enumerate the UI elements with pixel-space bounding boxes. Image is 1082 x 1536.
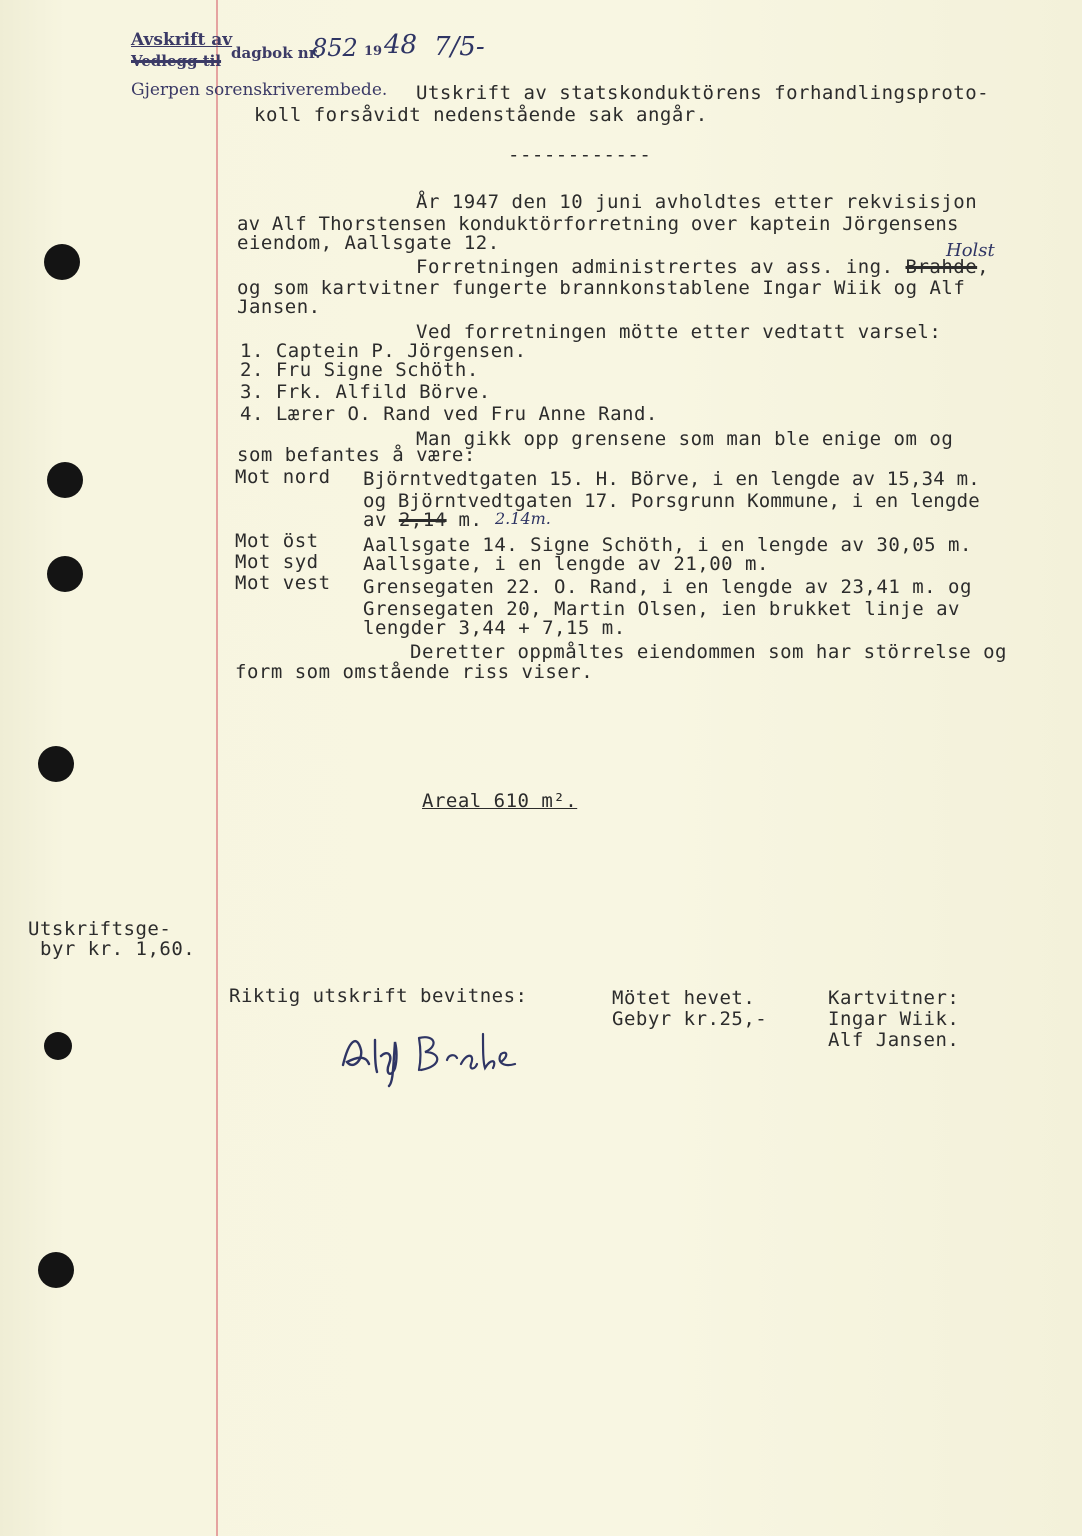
date-note: 7/5-: [434, 32, 485, 62]
bound-vest-label: Mot vest: [235, 572, 331, 594]
para5-line-2: form som omstående riss viser.: [235, 661, 594, 683]
para3: Ved forretningen mötte etter vedtatt varsel:: [416, 321, 942, 343]
binder-hole: [44, 244, 80, 280]
bound-syd-label: Mot syd: [235, 551, 319, 573]
heading-separator: ------------: [508, 144, 652, 166]
heading-line-1: Utskrift av statskonduktörens forhandlingsproto-: [416, 82, 990, 104]
year-prefix: 19: [364, 44, 383, 59]
witness-1: Ingar Wiik.: [828, 1008, 960, 1030]
attendee-3: 3. Frk. Alfild Börve.: [240, 381, 491, 403]
para2-line-1: [416, 256, 989, 278]
struck-name: Brahde: [905, 256, 978, 278]
margin-rule: [216, 0, 218, 1536]
binder-hole: [47, 556, 83, 592]
bound-ost-label: Mot öst: [235, 530, 319, 552]
dagbok-label: dagbok nr.: [231, 44, 321, 62]
bound-vest-2: Grensegaten 20, Martin Olsen, ien brukket linje av: [363, 598, 960, 620]
para2-line-2: og som kartvitner fungerte brannkonstablene Ingar Wiik og Alf: [237, 277, 966, 299]
bound-nord-2: og Björntvedtgaten 17. Porsgrunn Kommune, i en lengde: [363, 490, 980, 512]
meeting-fee: Gebyr kr.25,-: [612, 1008, 768, 1030]
bound-nord-3-a: av: [363, 509, 399, 531]
bound-nord-label: Mot nord: [235, 466, 331, 488]
vedlegg-label: Vedlegg til: [131, 52, 222, 70]
signature-image: [335, 1020, 535, 1090]
para5-line-1: Deretter oppmåltes eiendommen som har störrelse og: [410, 641, 1007, 663]
meeting-closed: Mötet hevet.: [612, 987, 756, 1009]
dagbok-number: 852: [312, 34, 358, 62]
para4-line-2: som befantes å være:: [237, 444, 476, 466]
para2-text-b: ,: [977, 256, 990, 278]
avskrift-label: Avskrift av: [131, 30, 233, 50]
heading-line-2: koll forsåvidt nedenstående sak angår.: [254, 104, 708, 126]
fee-line-1: Utskriftsge-: [28, 918, 172, 940]
witness-2: Alf Jansen.: [828, 1029, 960, 1051]
bound-nord-1: Björntvedtgaten 15. H. Börve, i en lengde av 15,34 m.: [363, 468, 980, 490]
fee-line-2: byr kr. 1,60.: [40, 938, 196, 960]
bound-vest-3: lengder 3,44 + 7,15 m.: [363, 617, 626, 639]
para1-line-3: eiendom, Aallsgate 12.: [237, 232, 500, 254]
attendee-1: 1. Captein P. Jörgensen.: [240, 340, 527, 362]
bound-syd: Aallsgate, i en lengde av 21,00 m.: [363, 553, 769, 575]
para2-line-3: Jansen.: [237, 296, 321, 318]
certified-label: Riktig utskrift bevitnes:: [229, 985, 528, 1007]
binder-hole: [38, 746, 74, 782]
para4-line-1: Man gikk opp grensene som man ble enige om og: [416, 428, 954, 450]
area-value: Areal 610 m².: [422, 790, 578, 812]
year-suffix: 48: [384, 30, 418, 60]
length-correction: 2.14m.: [495, 509, 551, 528]
attendee-4: 4. Lærer O. Rand ved Fru Anne Rand.: [240, 403, 658, 425]
bound-nord-3: [363, 509, 482, 531]
para1-line-1: År 1947 den 10 juni avholdtes etter rekvisisjon: [416, 191, 978, 213]
binder-hole: [47, 462, 83, 498]
binder-hole: [44, 1032, 72, 1060]
witnesses-label: Kartvitner:: [828, 987, 960, 1009]
struck-length: 2,14: [398, 509, 447, 531]
bound-nord-3-b: m.: [446, 509, 483, 531]
para2-text-a: Forretningen administrertes av ass. ing.: [416, 256, 906, 278]
attendee-2: 2. Fru Signe Schöth.: [240, 359, 479, 381]
bound-ost: Aallsgate 14. Signe Schöth, i en lengde av 30,05 m.: [363, 534, 972, 556]
office-stamp: Gjerpen sorenskriverembede.: [131, 80, 388, 100]
binder-hole: [38, 1252, 74, 1288]
correction-holst: Holst: [946, 240, 995, 261]
para1-line-2: av Alf Thorstensen konduktörforretning over kaptein Jörgensens: [237, 213, 959, 235]
bound-vest-1: Grensegaten 22. O. Rand, i en lengde av 23,41 m. og: [363, 576, 972, 598]
